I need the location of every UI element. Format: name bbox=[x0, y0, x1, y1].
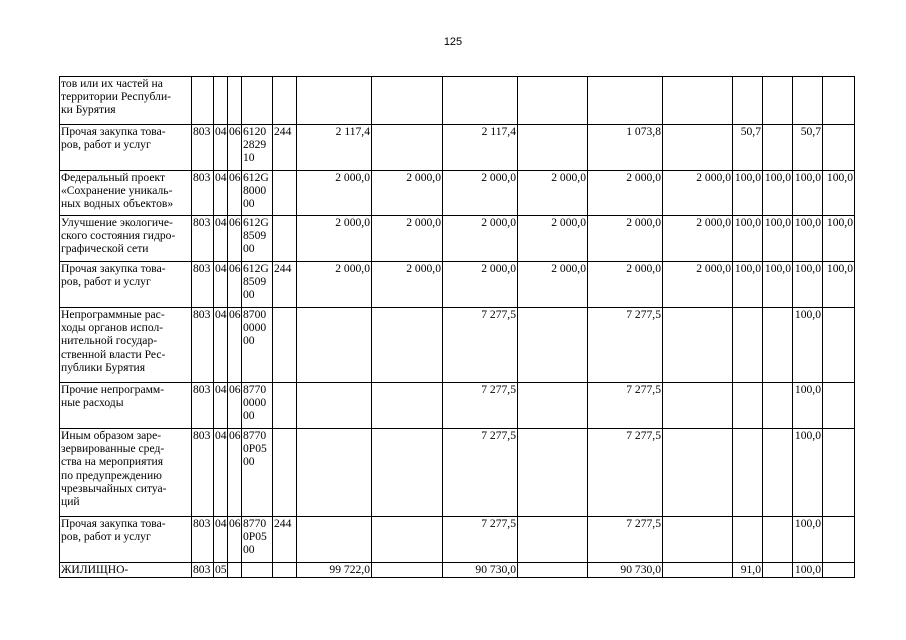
subsection-code-cell: 06 bbox=[228, 171, 242, 216]
row-name-cell: Иным образом заре- зервированные сред- ства на мероприятия по предупреждению чрезвычайных ситуа- ций bbox=[60, 429, 192, 517]
row-name-cell: Федеральный проект «Сохранение уникаль- ных водных объектов» bbox=[60, 171, 192, 216]
percent-cell-1: 91,0 bbox=[733, 563, 763, 578]
expense-type-cell: 244 bbox=[273, 517, 297, 563]
grbs-code-cell: 803 bbox=[192, 563, 214, 578]
subsection-code-cell: 06 bbox=[228, 517, 242, 563]
target-article-cell: 8770 0P05 00 bbox=[242, 429, 273, 517]
section-code-cell: 05 bbox=[215, 563, 227, 576]
percent-cell-2 bbox=[763, 517, 793, 563]
grbs-code-cell: 803 bbox=[192, 216, 214, 262]
percent-cell-2 bbox=[763, 383, 793, 429]
grbs-code-cell: 803 bbox=[192, 383, 214, 429]
section-code-cell: 04 bbox=[214, 171, 228, 216]
target-article-cell: 6120 2829 10 bbox=[242, 125, 273, 171]
amount-cell-1 bbox=[297, 383, 372, 429]
table-row bbox=[60, 77, 855, 125]
expense-type-cell bbox=[273, 563, 297, 578]
amount-cell-6: 2 000,0 bbox=[663, 171, 733, 216]
row-name-cell: ЖИЛИЩНО- bbox=[60, 563, 192, 578]
percent-cell-1: 100,0 bbox=[733, 171, 763, 216]
percent-cell-3: 100,0 bbox=[793, 563, 823, 578]
percent-cell-4 bbox=[823, 563, 855, 578]
table-row bbox=[60, 517, 855, 563]
percent-cell-4 bbox=[823, 77, 855, 125]
amount-cell-4 bbox=[518, 77, 588, 125]
table-row bbox=[60, 563, 855, 578]
expense-type-cell bbox=[273, 383, 297, 429]
amount-cell-3: 2 000,0 bbox=[443, 216, 518, 262]
percent-cell-3: 100,0 bbox=[793, 262, 823, 308]
grbs-code-cell: 803 bbox=[192, 517, 214, 563]
section-code-cell: 04 bbox=[214, 383, 228, 429]
target-article-cell: 612G 8000 00 bbox=[242, 171, 273, 216]
amount-cell-5: 7 277,5 bbox=[588, 308, 663, 383]
grbs-code-cell: 803 bbox=[192, 308, 214, 383]
amount-cell-4 bbox=[518, 308, 588, 383]
amount-cell-2 bbox=[372, 383, 443, 429]
expense-type-cell bbox=[273, 77, 297, 125]
amount-cell-6 bbox=[663, 125, 733, 171]
amount-cell-2 bbox=[372, 308, 443, 383]
amount-cell-3: 7 277,5 bbox=[443, 517, 518, 563]
table-row bbox=[60, 125, 855, 171]
amount-cell-3: 7 277,5 bbox=[443, 308, 518, 383]
amount-cell-1: 2 000,0 bbox=[297, 262, 372, 308]
section-code-cell: 04 bbox=[214, 429, 228, 517]
percent-cell-3 bbox=[793, 77, 823, 125]
amount-cell-1 bbox=[297, 308, 372, 383]
target-article-cell: 8770 0P05 00 bbox=[242, 517, 273, 563]
amount-cell-2: 2 000,0 bbox=[372, 262, 443, 308]
subsection-code-cell bbox=[228, 563, 242, 578]
percent-cell-1 bbox=[733, 517, 763, 563]
amount-cell-1: 99 722,0 bbox=[297, 563, 372, 578]
table-row bbox=[60, 216, 855, 262]
percent-cell-2 bbox=[763, 563, 793, 578]
percent-cell-3: 100,0 bbox=[793, 429, 823, 517]
grbs-code-cell: 803 bbox=[192, 125, 214, 171]
target-article-cell: 612G 8509 00 bbox=[242, 262, 273, 308]
amount-cell-1 bbox=[297, 517, 372, 563]
amount-cell-5 bbox=[588, 77, 663, 125]
row-name-cell: Прочая закупка това- ров, работ и услуг bbox=[60, 125, 192, 171]
amount-cell-1: 2 117,4 bbox=[297, 125, 372, 171]
section-code-cell: 04 bbox=[214, 216, 228, 262]
amount-cell-2 bbox=[372, 517, 443, 563]
expense-type-cell bbox=[273, 429, 297, 517]
section-code-cell: 04 bbox=[214, 125, 228, 171]
amount-cell-5: 2 000,0 bbox=[588, 216, 663, 262]
percent-cell-2 bbox=[763, 125, 793, 171]
row-name-cell: Прочие непрограмм- ные расходы bbox=[60, 383, 192, 429]
amount-cell-6 bbox=[663, 517, 733, 563]
percent-cell-4 bbox=[823, 125, 855, 171]
amount-cell-1: 2 000,0 bbox=[297, 171, 372, 216]
percent-cell-4 bbox=[823, 429, 855, 517]
target-article-cell bbox=[242, 563, 273, 578]
amount-cell-4: 2 000,0 bbox=[518, 262, 588, 308]
table-row bbox=[60, 262, 855, 308]
amount-cell-5: 2 000,0 bbox=[588, 262, 663, 308]
table-row bbox=[60, 383, 855, 429]
percent-cell-3: 100,0 bbox=[793, 383, 823, 429]
subsection-code-cell: 06 bbox=[228, 383, 242, 429]
amount-cell-5: 1 073,8 bbox=[588, 125, 663, 171]
amount-cell-3: 2 000,0 bbox=[443, 171, 518, 216]
amount-cell-2: 2 000,0 bbox=[372, 216, 443, 262]
amount-cell-4 bbox=[518, 383, 588, 429]
subsection-code-cell: 06 bbox=[228, 262, 242, 308]
percent-cell-4 bbox=[823, 517, 855, 563]
percent-cell-3: 50,7 bbox=[793, 125, 823, 171]
target-article-cell: 8700 0000 00 bbox=[242, 308, 273, 383]
target-article-cell: 612G 8509 00 bbox=[242, 216, 273, 262]
amount-cell-3: 2 117,4 bbox=[443, 125, 518, 171]
expense-type-cell bbox=[273, 216, 297, 262]
row-name-cell: Прочая закупка това- ров, работ и услуг bbox=[60, 517, 192, 563]
row-name-cell: Улучшение экологиче- ского состояния гидро- графической сети bbox=[60, 216, 192, 262]
percent-cell-2: 100,0 bbox=[763, 262, 793, 308]
amount-cell-2: 2 000,0 bbox=[372, 171, 443, 216]
subsection-code-cell: 06 bbox=[228, 429, 242, 517]
percent-cell-2 bbox=[763, 429, 793, 517]
percent-cell-1 bbox=[733, 77, 763, 125]
amount-cell-1: 2 000,0 bbox=[297, 216, 372, 262]
expense-type-cell bbox=[273, 308, 297, 383]
amount-cell-2 bbox=[372, 125, 443, 171]
percent-cell-4: 100,0 bbox=[823, 216, 855, 262]
amount-cell-3: 7 277,5 bbox=[443, 429, 518, 517]
amount-cell-5: 7 277,5 bbox=[588, 517, 663, 563]
amount-cell-4: 2 000,0 bbox=[518, 171, 588, 216]
amount-cell-2 bbox=[372, 429, 443, 517]
budget-table bbox=[59, 76, 855, 578]
section-code-cell: 04 bbox=[214, 517, 228, 563]
percent-cell-1: 100,0 bbox=[733, 262, 763, 308]
grbs-code-cell: 803 bbox=[192, 429, 214, 517]
percent-cell-1: 100,0 bbox=[733, 216, 763, 262]
amount-cell-6 bbox=[663, 383, 733, 429]
amount-cell-4 bbox=[518, 563, 588, 578]
percent-cell-1 bbox=[733, 429, 763, 517]
section-code-cell: 04 bbox=[214, 262, 228, 308]
amount-cell-5: 7 277,5 bbox=[588, 383, 663, 429]
amount-cell-2 bbox=[372, 77, 443, 125]
percent-cell-4 bbox=[823, 308, 855, 383]
expense-type-cell: 244 bbox=[273, 125, 297, 171]
subsection-code-cell: 06 bbox=[228, 125, 242, 171]
table-row bbox=[60, 171, 855, 216]
table-row bbox=[60, 429, 855, 517]
subsection-code-cell bbox=[228, 77, 242, 125]
row-name-cell: тов или их частей на территории Республи- ки Бурятия bbox=[60, 77, 192, 125]
grbs-code-cell: 803 bbox=[192, 171, 214, 216]
amount-cell-6 bbox=[663, 308, 733, 383]
amount-cell-1 bbox=[297, 77, 372, 125]
row-name-cell: Прочая закупка това- ров, работ и услуг bbox=[60, 262, 192, 308]
amount-cell-4 bbox=[518, 517, 588, 563]
percent-cell-4 bbox=[823, 383, 855, 429]
grbs-code-cell: 803 bbox=[192, 262, 214, 308]
amount-cell-5: 7 277,5 bbox=[588, 429, 663, 517]
amount-cell-1 bbox=[297, 429, 372, 517]
subsection-code-cell: 06 bbox=[228, 308, 242, 383]
amount-cell-6: 2 000,0 bbox=[663, 262, 733, 308]
amount-cell-5: 2 000,0 bbox=[588, 171, 663, 216]
section-code-cell bbox=[214, 77, 228, 125]
percent-cell-4: 100,0 bbox=[823, 262, 855, 308]
amount-cell-3: 7 277,5 bbox=[443, 383, 518, 429]
grbs-code-cell bbox=[192, 77, 214, 125]
percent-cell-2: 100,0 bbox=[763, 216, 793, 262]
target-article-cell bbox=[242, 77, 273, 125]
percent-cell-1 bbox=[733, 383, 763, 429]
section-code-cell: 04 bbox=[214, 308, 228, 383]
percent-cell-1 bbox=[733, 308, 763, 383]
amount-cell-2 bbox=[372, 563, 443, 578]
percent-cell-2: 100,0 bbox=[763, 171, 793, 216]
amount-cell-3: 90 730,0 bbox=[443, 563, 518, 578]
percent-cell-1: 50,7 bbox=[733, 125, 763, 171]
subsection-code-cell: 06 bbox=[228, 216, 242, 262]
percent-cell-2 bbox=[763, 77, 793, 125]
amount-cell-6: 2 000,0 bbox=[663, 216, 733, 262]
amount-cell-6 bbox=[663, 563, 733, 578]
row-name-cell: Непрограммные рас- ходы органов испол- нительной государ- ственной власти Рес- публики Бурятия bbox=[60, 308, 192, 383]
page-number: 125 bbox=[443, 36, 463, 48]
amount-cell-6 bbox=[663, 77, 733, 125]
percent-cell-2 bbox=[763, 308, 793, 383]
amount-cell-6 bbox=[663, 429, 733, 517]
target-article-cell: 8770 0000 00 bbox=[242, 383, 273, 429]
amount-cell-3: 2 000,0 bbox=[443, 262, 518, 308]
percent-cell-3: 100,0 bbox=[793, 216, 823, 262]
expense-type-cell bbox=[273, 171, 297, 216]
percent-cell-3: 100,0 bbox=[793, 517, 823, 563]
amount-cell-4 bbox=[518, 429, 588, 517]
amount-cell-5: 90 730,0 bbox=[588, 563, 663, 578]
amount-cell-4: 2 000,0 bbox=[518, 216, 588, 262]
percent-cell-3: 100,0 bbox=[793, 171, 823, 216]
table-row bbox=[60, 308, 855, 383]
amount-cell-3 bbox=[443, 77, 518, 125]
percent-cell-4: 100,0 bbox=[823, 171, 855, 216]
percent-cell-3: 100,0 bbox=[793, 308, 823, 383]
expense-type-cell: 244 bbox=[273, 262, 297, 308]
amount-cell-4 bbox=[518, 125, 588, 171]
